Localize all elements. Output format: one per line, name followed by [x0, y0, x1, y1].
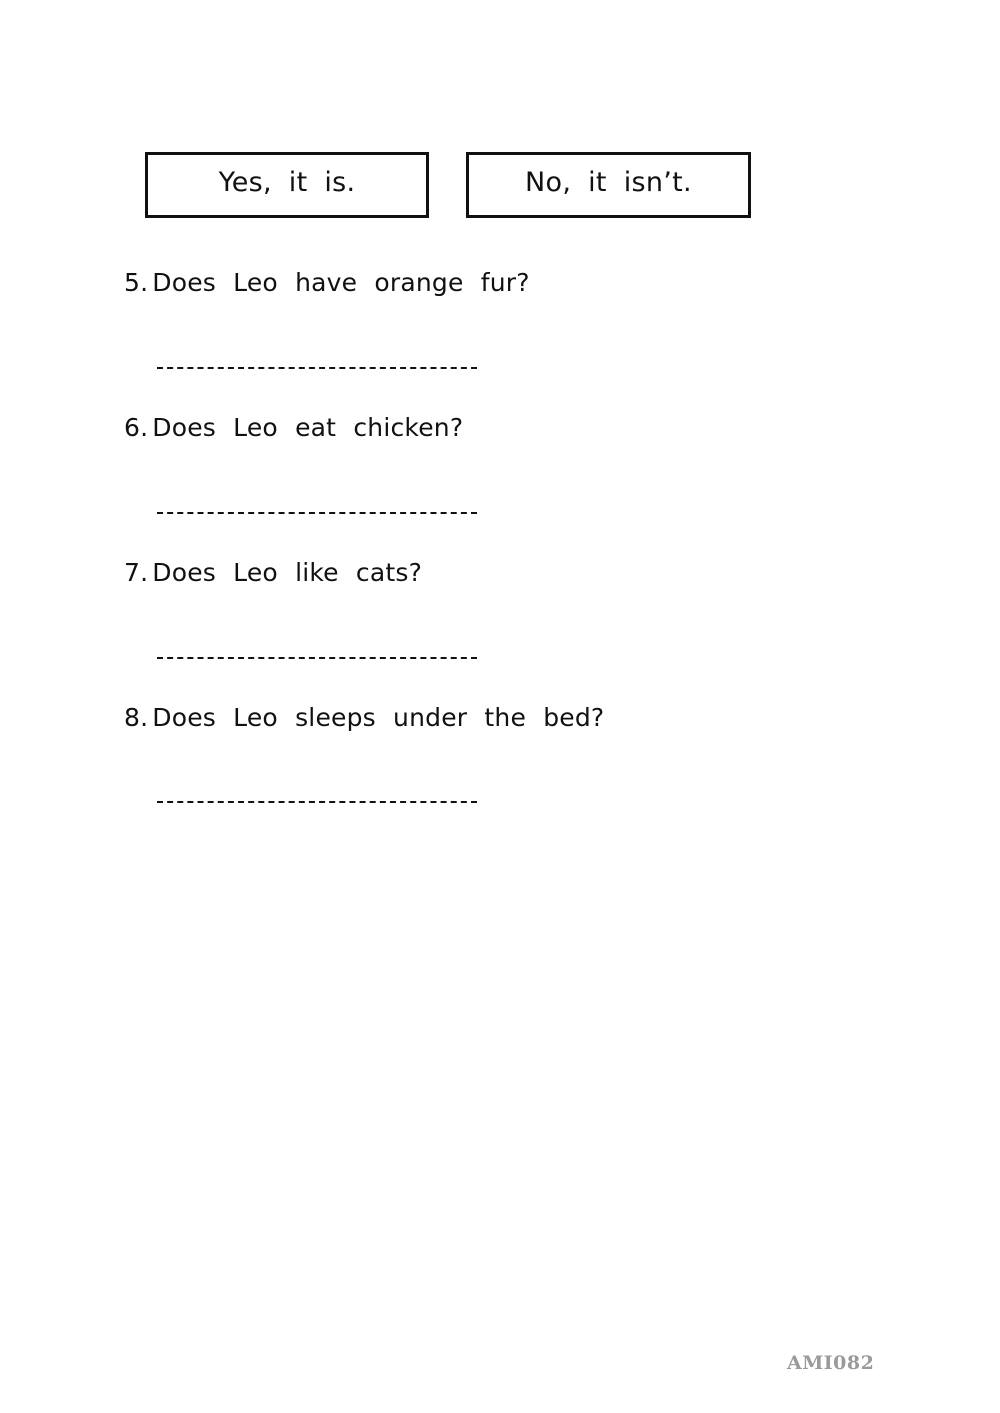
question-number: 5. [124, 268, 149, 297]
question-number: 6. [124, 413, 149, 442]
answer-option-no [466, 152, 751, 218]
question-8 [124, 703, 604, 732]
answer-option-yes-label: Yes, it is. [218, 166, 356, 198]
answer-line-5[interactable] [157, 367, 477, 369]
question-number: 8. [124, 703, 149, 732]
answer-option-no-label: No, it isn’t. [525, 166, 692, 198]
question-text: Does Leo sleeps under the bed? [152, 703, 605, 732]
question-text: Does Leo eat chicken? [152, 413, 464, 442]
question-text: Does Leo like cats? [152, 558, 423, 587]
watermark: AMI082 [787, 1352, 875, 1374]
question-6 [124, 413, 463, 442]
question-7 [124, 558, 422, 587]
question-5 [124, 268, 530, 297]
answer-option-yes [145, 152, 429, 218]
question-number: 7. [124, 558, 149, 587]
answer-line-8[interactable] [157, 801, 477, 803]
answer-line-6[interactable] [157, 512, 477, 514]
question-text: Does Leo have orange fur? [152, 268, 530, 297]
answer-line-7[interactable] [157, 657, 477, 659]
